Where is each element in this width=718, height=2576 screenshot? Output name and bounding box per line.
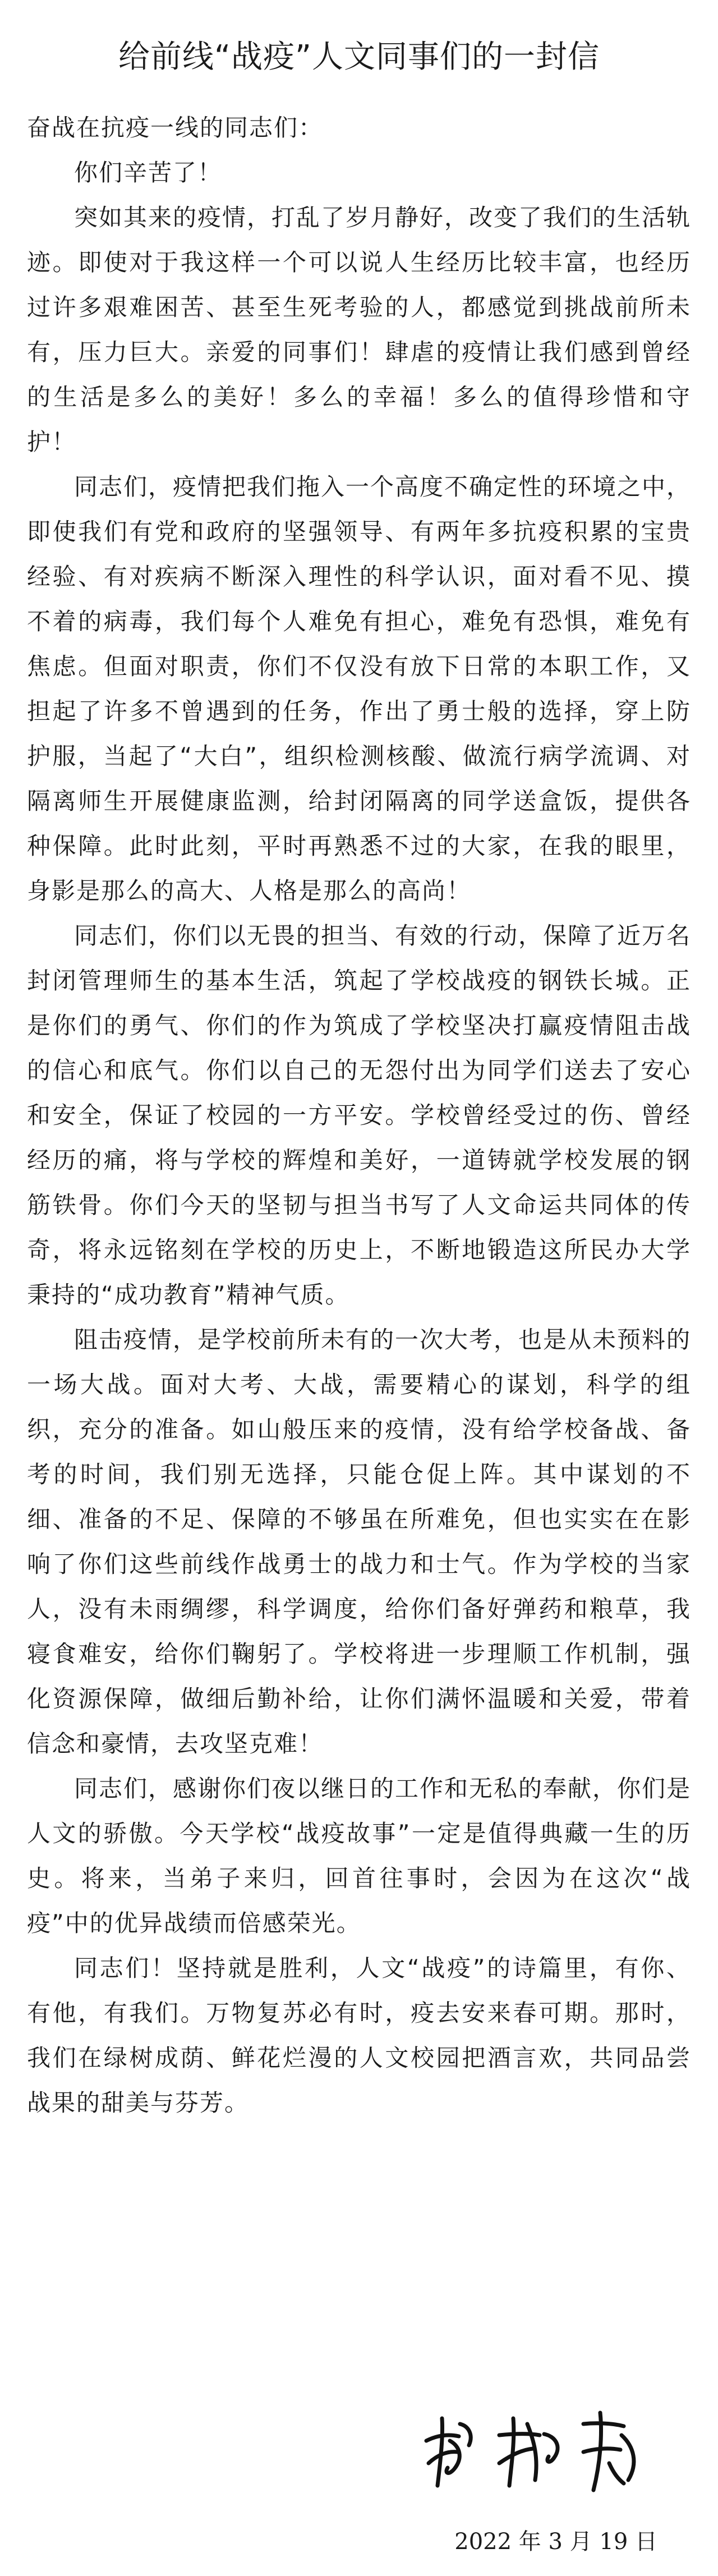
paragraph-5: 阻击疫情，是学校前所未有的一次大考，也是从未预料的一场大战。面对大考、大战，需要精心的谋划，科学的组织，充分的准备。如山般压来的疫情，没有给学校备战、备考的时间，我们别无选择，只能仓促上阵。其中谋划的不细、准备的不足、保障的不够虽在所难免，但也实实在在影响了你们这些前线作战勇士的战力和士气。作为学校的当家人，没有未雨绸缪，科学调度，给你们备好弹药和粮草，我寝食难安，给你们鞠躬了。学校将进一步理顺工作机制，强化资源保障，做细后勤补给，让你们满怀温暖和关爱，带着信念和豪情，去攻坚克难！ — [27, 1326, 692, 1757]
paragraph-3: 同志们，疫情把我们拖入一个高度不确定性的环境之中，即使我们有党和政府的坚强领导、有两年多抗疫积累的宝贵经验、有对疾病不断深入理性的科学认识，面对看不见、摸不着的病毒，我们每个人难免有担心，难免有恐惧，难免有焦虑。但面对职责，你们不仅没有放下日常的本职工作，又担起了许多不曾遇到的任务，作出了勇士般的选择，穿上防护服，当起了“大白”，组织检测核酸、做流行病学流调、对隔离师生开展健康监测，给封闭隔离的同学送盒饭，提供各种保障。此时此刻，平时再熟悉不过的大家，在我的眼里，身影是那么的高大、人格是那么的高尚！ — [27, 473, 692, 904]
paragraph-6: 同志们，感谢你们夜以继日的工作和无私的奉献，你们是人文的骄傲。今天学校“战疫故事”一定是值得典藏一生的历史。将来，当弟子来归，回首往事时，会因为在这次“战疫”中的优异战绩而倍感荣光。 — [27, 1775, 692, 1937]
paragraph-2: 突如其来的疫情，打乱了岁月静好，改变了我们的生活轨迹。即使对于我这样一个可以说人生经历比较丰富，也经历过许多艰难困苦、甚至生死考验的人，都感觉到挑战前所未有，压力巨大。亲爱的同事们！肆虐的疫情让我们感到曾经的生活是多么的美好！多么的幸福！多么的值得珍惜和守护！ — [27, 204, 692, 456]
paragraph-7: 同志们！坚持就是胜利，人文“战疫”的诗篇里，有你、有他，有我们。万物复苏必有时，疫去安来春可期。那时，我们在绿树成荫、鲜花烂漫的人文校园把酒言欢，共同品尝战果的甜美与芬芳。 — [27, 1954, 691, 2116]
letter-date: 2022 年 3 月 19 日 — [454, 2529, 657, 2555]
paragraph-4: 同志们，你们以无畏的担当、有效的行动，保障了近万名封闭管理师生的基本生活，筑起了学校战疫的钢铁长城。正是你们的勇气、你们的作为筑成了学校坚决打赢疫情阻击战的信心和底气。你们以自己的无怨付出为同学们送去了安心和安全，保证了校园的一方平安。学校曾经受过的伤、曾经经历的痛，将与学校的辉煌和美好，一道铸就学校发展的钢筋铁骨。你们今天的坚韧与担当书写了人文命运共同体的传奇，将永远铭刻在学校的历史上，不断地锻造这所民办大学秉持的“成功教育”精神气质。 — [27, 922, 692, 1308]
letter-body — [27, 105, 691, 2125]
salutation: 奋战在抗疫一线的同志们： — [27, 114, 324, 141]
paragraph-1: 你们辛苦了！ — [74, 159, 223, 186]
handwritten-signature — [415, 2401, 651, 2497]
letter-title: 给前线“战疫”人文同事们的一封信 — [118, 38, 600, 75]
